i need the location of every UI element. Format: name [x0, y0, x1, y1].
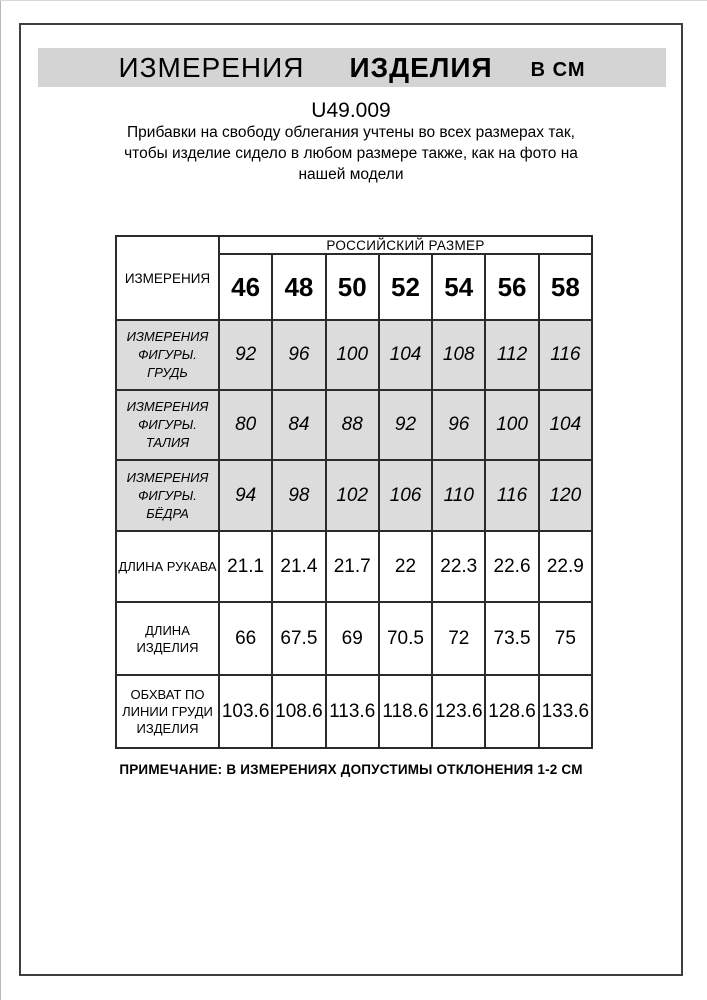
row-label: ИЗМЕРЕНИЯ ФИГУРЫ. ГРУДЬ	[116, 320, 219, 390]
value-cell: 104	[379, 320, 432, 390]
value-cell: 113.6	[326, 675, 379, 748]
table-row	[116, 675, 592, 748]
size-column-header: 48	[272, 254, 325, 320]
row-label: ИЗМЕРЕНИЯ ФИГУРЫ. БЁДРА	[116, 460, 219, 531]
value-cell: 21.4	[272, 531, 325, 602]
value-cell: 69	[326, 602, 379, 675]
value-cell: 94	[219, 460, 272, 531]
value-cell: 22.6	[485, 531, 538, 602]
value-cell: 98	[272, 460, 325, 531]
row-label: ИЗМЕРЕНИЯ ФИГУРЫ. ТАЛИЯ	[116, 390, 219, 460]
value-cell: 118.6	[379, 675, 432, 748]
size-table	[115, 235, 593, 749]
value-cell: 88	[326, 390, 379, 460]
title-word-measurements: ИЗМЕРЕНИЯ	[118, 51, 305, 83]
table-row	[116, 390, 592, 460]
value-cell: 22	[379, 531, 432, 602]
table-row	[116, 320, 592, 390]
size-table-body	[116, 236, 592, 748]
value-cell: 108	[432, 320, 485, 390]
size-column-header: 50	[326, 254, 379, 320]
value-cell: 92	[379, 390, 432, 460]
value-cell: 22.9	[539, 531, 592, 602]
size-column-header: 46	[219, 254, 272, 320]
table-row	[116, 460, 592, 531]
table-row	[116, 531, 592, 602]
russian-size-group-header: РОССИЙСКИЙ РАЗМЕР	[219, 236, 592, 254]
value-cell: 21.7	[326, 531, 379, 602]
table-row	[116, 602, 592, 675]
value-cell: 96	[432, 390, 485, 460]
title-banner	[38, 48, 666, 87]
value-cell: 84	[272, 390, 325, 460]
value-cell: 96	[272, 320, 325, 390]
table-header-row	[116, 236, 592, 254]
value-cell: 100	[326, 320, 379, 390]
title-units: В СМ	[530, 58, 586, 81]
value-cell: 116	[485, 460, 538, 531]
value-cell: 100	[485, 390, 538, 460]
size-column-header: 52	[379, 254, 432, 320]
value-cell: 92	[219, 320, 272, 390]
value-cell: 102	[326, 460, 379, 531]
value-cell: 104	[539, 390, 592, 460]
product-code: U49.009	[311, 99, 391, 122]
value-cell: 106	[379, 460, 432, 531]
value-cell: 112	[485, 320, 538, 390]
value-cell: 22.3	[432, 531, 485, 602]
value-cell: 75	[539, 602, 592, 675]
value-cell: 116	[539, 320, 592, 390]
row-label: ДЛИНА ИЗДЕЛИЯ	[116, 602, 219, 675]
value-cell: 108.6	[272, 675, 325, 748]
size-column-header: 58	[539, 254, 592, 320]
value-cell: 128.6	[485, 675, 538, 748]
value-cell: 67.5	[272, 602, 325, 675]
value-cell: 123.6	[432, 675, 485, 748]
note-text: ПРИМЕЧАНИЕ: В ИЗМЕРЕНИЯХ ДОПУСТИМЫ ОТКЛОНЕНИЯ 1-2 СМ	[119, 762, 583, 777]
value-cell: 70.5	[379, 602, 432, 675]
value-cell: 73.5	[485, 602, 538, 675]
value-cell: 66	[219, 602, 272, 675]
value-cell: 80	[219, 390, 272, 460]
value-cell: 133.6	[539, 675, 592, 748]
intro-paragraph	[21, 122, 681, 185]
page-border-frame	[19, 23, 683, 976]
intro-line: чтобы изделие сидело в любом размере также, как на фото на	[124, 145, 578, 162]
value-cell: 110	[432, 460, 485, 531]
value-cell: 103.6	[219, 675, 272, 748]
value-cell: 120	[539, 460, 592, 531]
value-cell: 72	[432, 602, 485, 675]
size-column-header: 54	[432, 254, 485, 320]
size-column-header: 56	[485, 254, 538, 320]
value-cell: 21.1	[219, 531, 272, 602]
intro-line: Прибавки на свободу облегания учтены во всех размерах так,	[127, 124, 575, 141]
title-word-product: ИЗДЕЛИЯ	[349, 51, 493, 83]
measurements-column-header: ИЗМЕРЕНИЯ	[116, 236, 219, 320]
row-label: ДЛИНА РУКАВА	[116, 531, 219, 602]
row-label: ОБХВАТ ПО ЛИНИИ ГРУДИ ИЗДЕЛИЯ	[116, 675, 219, 748]
intro-line: нашей модели	[298, 166, 404, 183]
